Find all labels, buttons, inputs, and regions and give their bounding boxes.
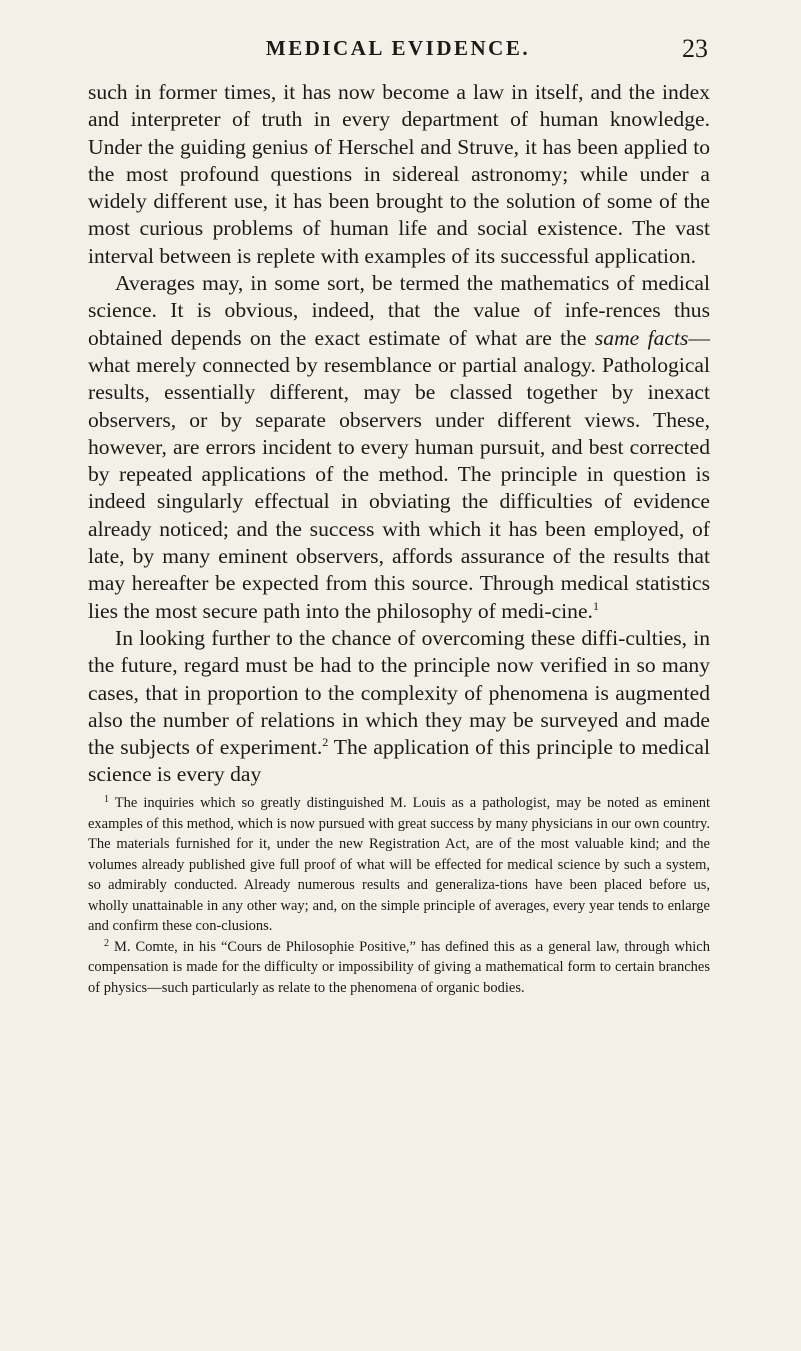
paragraph-3-text-b: The application of this principle to medical science is every day [88, 735, 710, 787]
footnotes [88, 793, 710, 998]
paragraph-3-text-a: In looking further to the chance of overcoming these diffi-culties, in the future, regard must be had to the principle now verified in so many cases, that in proportion to the complexity of phenomena is augmented also the number of relations in which they may be surveyed and made the subjects of experiment. [88, 625, 710, 760]
footnote-1-text: The inquiries which so greatly distinguished M. Louis as a pathologist, may be noted as eminent examples of this method, which is now pursued with great success by many physicians in our own country. The materials furnished for it, under the new Registration Act, are of the most valuable kind; and the volumes already published give full proof of what will be effected for medical science by such a system, so admirably conducted. Already numerous results and generaliza-tions have been placed before us, wholly unattainable in any other way; and, on the simple principle of averages, every year tends to enlarge and confirm these con-clusions. [88, 795, 710, 934]
footnote-ref-1: 1 [592, 598, 599, 613]
body-text [88, 79, 710, 789]
running-title: MEDICAL EVIDENCE. [265, 36, 531, 60]
footnote-1 [88, 793, 710, 937]
emphasis-same-facts: same facts [594, 325, 689, 350]
footnote-2-mark: 2 [104, 937, 109, 949]
footnote-2-text: M. Comte, in his “Cours de Philosophie Positive,” has defined this as a general law, through which compensation is made for the difficulty or impossibility of giving a mathematical form to certain branches of physics—such particularly as relate to the phenomena of organic bodies. [88, 938, 710, 996]
page-header [88, 36, 708, 66]
footnote-2 [88, 937, 710, 999]
page-number: 23 [682, 34, 708, 63]
footnote-ref-2: 2 [322, 735, 329, 750]
paragraph-2 [88, 270, 710, 625]
paragraph-3 [88, 625, 710, 789]
footnote-1-mark: 1 [104, 794, 109, 805]
paragraph-2-text-b: —what merely connected by resemblance or partial analogy. Pathological results, essentially different, may be classed together by inexact observers, or by separate observers under different views. These, however, are errors incident to every human pursuit, and best corrected by repeated applications of the method. The principle in question is indeed singularly effectual in obviating the difficulties of evidence already noticed; and the success with which it has been employed, of late, by many eminent observers, affords assurance of the results that may hereafter be expected from this source. Through medical statistics lies the most secure path into the philosophy of medi-cine. [88, 325, 711, 623]
paragraph-1: such in former times, it has now become a law in itself, and the index and interpreter of truth in every department of human knowledge. Under the guiding genius of Herschel and Struve, it has been applied to the most profound questions in sidereal astronomy; while under a widely different use, it has been brought to the solution of some of the most curious problems of human life and social existence. The vast interval between is replete with examples of its successful application. [88, 80, 710, 268]
paragraph-2-text-a: Averages may, in some sort, be termed the mathematics of medical science. It is obvious, indeed, that the value of infe-rences thus obtained depends on the exact estimate of what are the [88, 271, 710, 350]
